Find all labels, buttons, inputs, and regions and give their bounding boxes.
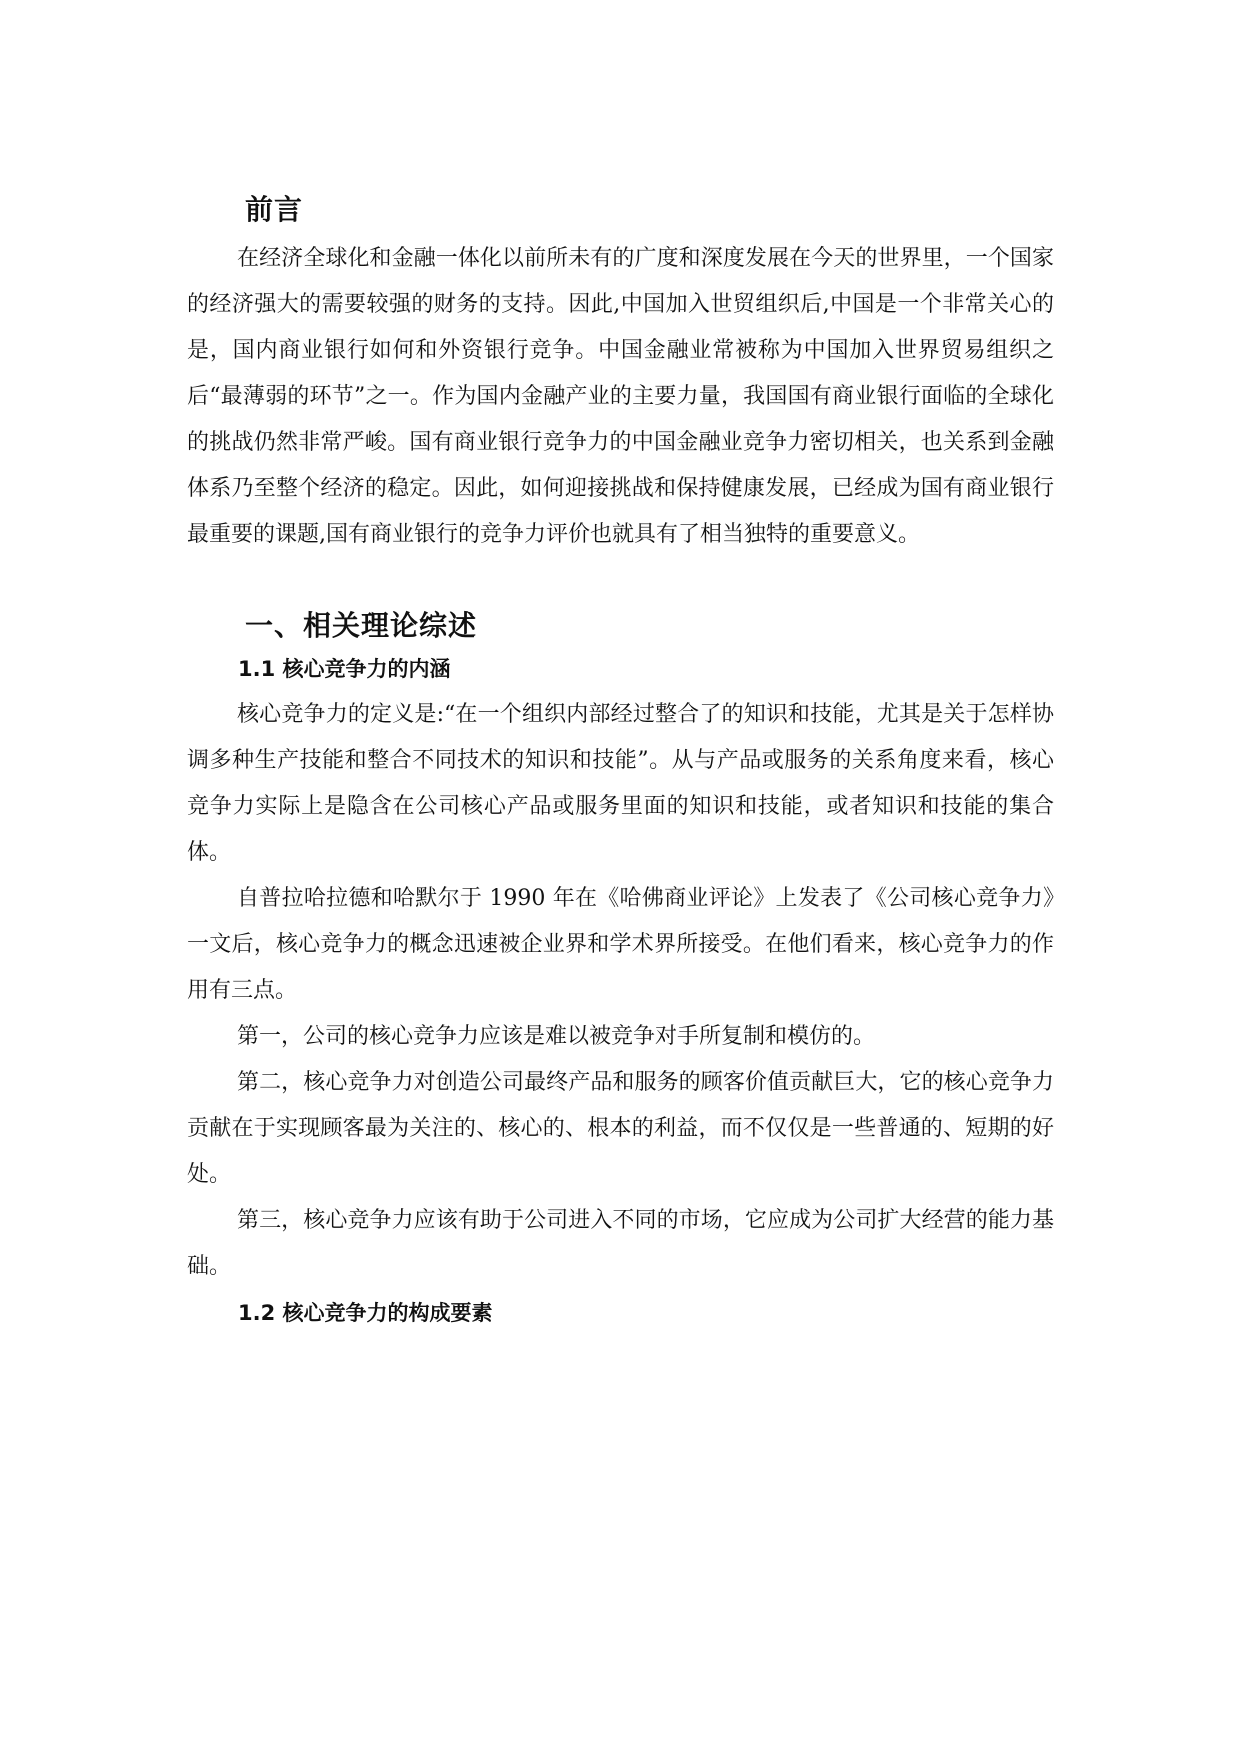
subsection-1-1-title: 1.1 核心竞争力的内涵 xyxy=(238,657,451,681)
spacer xyxy=(187,558,1054,606)
preface-title: 前言 xyxy=(245,193,304,226)
subsection-1-1-paragraph-5: 第三，核心竞争力应该有助于公司进入不同的市场，它应成为公司扩大经营的能力基础。 xyxy=(187,1208,1054,1279)
document-page xyxy=(187,190,1054,1336)
preface-paragraph: 在经济全球化和金融一体化以前所未有的广度和深度发展在今天的世界里，一个国家的经济强大的需要较强的财务的支持。因此,中国加入世贸组织后,中国是一个非常关心的是，国内商业银行如何和外资银行竞争。中国金融业常被称为中国加入世界贸易组织之后“最薄弱的环节”之一。作为国内金融产业的主要力量，我国国有商业银行面临的全球化的挑战仍然非常严峻。国有商业银行竞争力的中国金融业竞争力密切相关，也关系到金融体系乃至整个经济的稳定。因此，如何迎接挑战和保持健康发展，已经成为国有商业银行最重要的课题,国有商业银行的竞争力评价也就具有了相当独特的重要意义。 xyxy=(187,246,1054,547)
subsection-1-1-paragraph-2: 自普拉哈拉德和哈默尔于 1990 年在《哈佛商业评论》上发表了《公司核心竞争力》一文后，核心竞争力的概念迅速被企业界和学术界所接受。在他们看来，核心竞争力的作用有三点。 xyxy=(187,886,1054,1003)
subsection-1-1-paragraph-3: 第一，公司的核心竞争力应该是难以被竞争对手所复制和模仿的。 xyxy=(237,1024,876,1049)
section1-title: 一、相关理论综述 xyxy=(245,609,478,642)
subsection-1-2-title: 1.2 核心竞争力的构成要素 xyxy=(238,1301,493,1325)
subsection-1-1-paragraph-4: 第二，核心竞争力对创造公司最终产品和服务的顾客价值贡献巨大，它的核心竞争力贡献在于实现顾客最为关注的、核心的、根本的利益，而不仅仅是一些普通的、短期的好处。 xyxy=(187,1070,1054,1187)
subsection-1-1-paragraph-1: 核心竞争力的定义是:“在一个组织内部经过整合了的知识和技能，尤其是关于怎样协调多种生产技能和整合不同技术的知识和技能”。从与产品或服务的关系角度来看，核心竞争力实际上是隐含在公司核心产品或服务里面的知识和技能，或者知识和技能的集合体。 xyxy=(187,702,1054,865)
